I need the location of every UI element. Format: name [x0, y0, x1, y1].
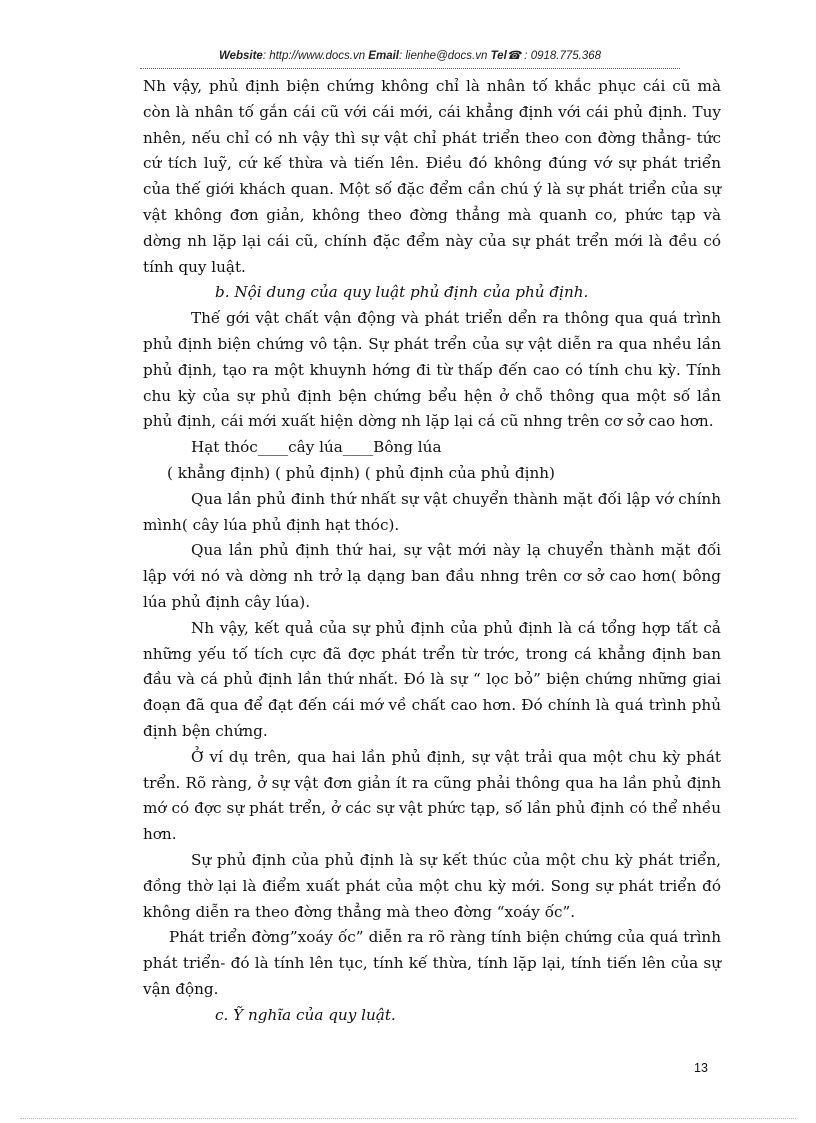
- header-divider: [140, 68, 680, 69]
- section-heading-b: b. Nội dung của quy luật phủ định của phủ định.: [215, 283, 589, 302]
- paragraph-result: Nh vậy, kết quả của sự phủ định của phủ định là cá tổng hợp tất cả những yếu tố tích cực đã đợc phát trển từ trớc, trong cá khẳng định ban đầu và cá phủ định lần thứ nhất. Đó là sự “ lọc bỏ” biện chứng những giai đoạn đã qua để đạt đến cái mớ về chất cao hơn. Đó chính là quá trình phủ định bện chứng.: [143, 618, 721, 740]
- tel-label: Tel: [490, 50, 507, 62]
- page-number: 13: [694, 1061, 708, 1075]
- website-value: : http://www.docs.vn: [262, 50, 366, 62]
- website-label: Website: [218, 50, 263, 62]
- paragraph-example: Ở ví dụ trên, qua hai lần phủ định, sự vật trải qua một chu kỳ phát trển. Rõ ràng, ở sự vật đơn giản ít ra cũng phải thông qua ha lần phủ định mớ có đợc sự phát trển, ở các sự vật phức tạp, số lần phủ định có thể nhều hơn.: [143, 747, 721, 844]
- paragraph-first-negation: Qua lần phủ đinh thứ nhất sự vật chuyển thành mặt đối lập vớ chính mình( cây lúa phủ định hạt thóc).: [143, 489, 721, 534]
- email-value: : lienhe@docs.vn: [398, 50, 488, 62]
- email-label: Email: [368, 50, 399, 62]
- footer-divider: [20, 1118, 796, 1119]
- tel-value: ☎ : 0918.775.368: [506, 50, 602, 62]
- example-line: Hạt thóc____cây lúa____Bông lúa: [191, 438, 442, 457]
- paragraph-second-negation: Qua lần phủ định thứ hai, sự vật mới này lạ chuyển thành mặt đối lập với nó và dờng nh trở lạ dạng ban đầu nhng trên cơ sở cao hơn( bông lúa phủ định cây lúa).: [143, 541, 721, 611]
- page-header: [140, 48, 680, 62]
- paragraph-intro: Nh vậy, phủ định biện chứng không chỉ là nhân tố khắc phục cái cũ mà còn là nhân tố gắn cái cũ với cái mới, cái khẳng định với cái phủ định. Tuy nhên, nếu chỉ có nh vậy thì sự vật chỉ phát triển theo con đờng thẳng- tức cứ tích luỹ, cứ kế thừa và tiến lên. Điều đó không đúng vớ sự phát triển của thế giới khách quan. Một số đặc đểm cần chú ý là sự phát triển của sự vật không đơn giản, không theo đờng thẳng mà quanh co, phức tạp và dờng nh lặp lại cái cũ, chính đặc đểm này của sự phát trển mới là đều có tính quy luật.: [143, 77, 721, 276]
- document-body: [143, 74, 721, 1028]
- paragraph-content: Thế gới vật chất vận động và phát triển dển ra thông qua quá trình phủ định biện chứng vô tận. Sự phát trển của sự vật diễn ra qua nhều lần phủ định, tạo ra một khuynh hớng đi từ thấp đến cao có tính chu kỳ. Tính chu kỳ của sự phủ định bện chứng bểu hện ở chỗ thông qua một số lần phủ định, cái mới xuất hiện dờng nh lặp lại cá cũ nhng trên cơ sở cao hơn.: [143, 309, 721, 431]
- paragraph-spiral: Phát triển đờng”xoáy ốc” diễn ra rõ ràng tính biện chứng của quá trình phát triển- đó là tính lên tục, tính kế thừa, tính lặp lại, tính tiến lên của sự vận động.: [143, 928, 721, 998]
- example-labels: ( khẳng định) ( phủ định) ( phủ định của phủ định): [167, 463, 555, 482]
- paragraph-cycle: Sự phủ định của phủ định là sự kết thúc của một chu kỳ phát triển, đồng thờ lại là điểm xuất phát của một chu kỳ mới. Song sự phát triển đó không diễn ra theo đờng thẳng mà theo đờng “xoáy ốc”.: [143, 850, 721, 921]
- section-heading-c: c. Ỹ nghĩa của quy luật.: [215, 1005, 396, 1024]
